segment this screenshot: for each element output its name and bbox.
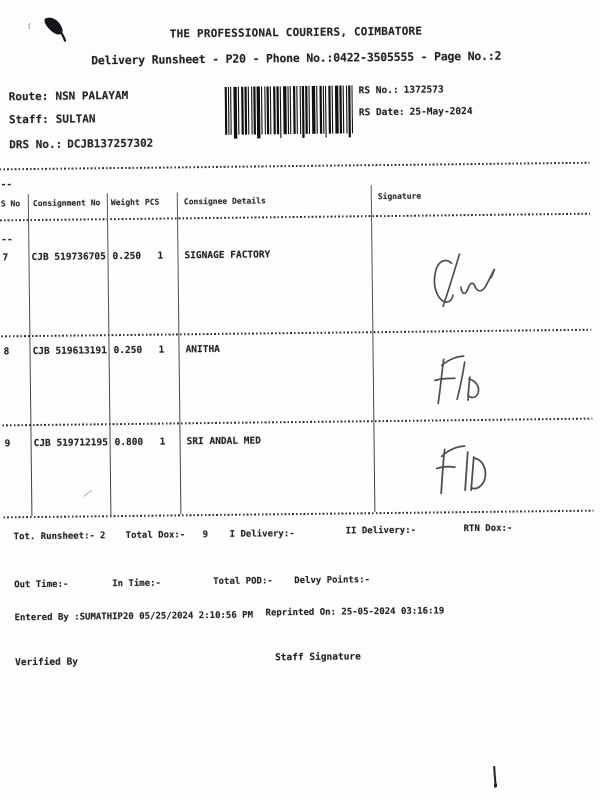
rs-date-label: RS Date:: [358, 106, 405, 119]
column-line-2: [107, 193, 112, 515]
row-s-no: 9: [4, 438, 11, 450]
dashed-divider-top: [0, 162, 589, 171]
row-consignment: CJB 519736705: [31, 251, 106, 264]
table-bottom-divider: [3, 510, 593, 519]
drs-value: DCJB137257302: [67, 136, 154, 151]
page-title: THE PROFESSIONAL COURIERS, COIMBATORE: [169, 24, 423, 41]
rs-no-value: 1372573: [403, 84, 444, 96]
dash-mark-2: --: [1, 234, 13, 246]
row-weight: 0.250: [112, 250, 142, 263]
route-value: NSN PALAYAM: [55, 88, 129, 103]
page-subtitle: Delivery Runsheet - P20 - Phone No.:0422-3505555 - Page No.:2: [91, 48, 502, 68]
row-s-no: 7: [2, 252, 9, 264]
barcode-image: [225, 85, 354, 138]
row-pcs: 1: [157, 250, 164, 262]
rtn-dox-label: RTN Dox:-: [463, 523, 513, 535]
total-dox-value: 9: [202, 530, 209, 541]
drs-label: DRS No.:: [9, 137, 63, 152]
drs-field: [9, 138, 153, 152]
tot-runsheet-label: Tot. Runsheet:-: [13, 531, 95, 543]
rs-no-label: RS No.:: [358, 84, 399, 97]
signature-row-8: [435, 356, 479, 403]
entered-by-text: Entered By :SUMATHIP20 05/25/2024 2:10:56 PM: [14, 610, 254, 624]
i-delivery-label: I Delivery:-: [229, 529, 295, 540]
row-consignee: SRI ANDAL MED: [186, 435, 261, 448]
row-consignment: CJB 519613191: [32, 345, 107, 358]
staff-field: [9, 113, 96, 127]
row-weight: 0.800: [114, 436, 144, 449]
signature-row-9: [437, 446, 486, 494]
row-s-no: 8: [3, 346, 10, 358]
route-label: Route:: [8, 89, 49, 104]
row-divider-2: [2, 418, 592, 427]
col-header-signature: Signature: [377, 191, 422, 202]
row-pcs: 1: [159, 436, 166, 448]
reprinted-on-text: Reprinted On: 25-05-2024 03:16:19: [265, 606, 445, 619]
verified-by-label: Verified By: [15, 656, 79, 669]
tot-runsheet-value: 2: [99, 531, 106, 542]
out-time-label: Out Time:-: [14, 579, 69, 591]
ii-delivery-label: II Delivery:-: [345, 525, 417, 537]
staff-signature-label: Staff Signature: [274, 651, 361, 664]
route-field: [9, 90, 129, 104]
barcode: [225, 85, 354, 143]
rs-date-value: 25-May-2024: [409, 106, 473, 118]
staff-value: SULTAN: [55, 112, 96, 126]
tot-runsheet-field: [14, 531, 106, 542]
pencil-smudge: [84, 490, 92, 496]
row-weight: 0.250: [113, 344, 143, 357]
row-pcs: 1: [158, 344, 165, 356]
ink-mark-bottom: [494, 767, 497, 788]
col-header-consignment: Consignment No: [32, 198, 101, 209]
row-consignee: SIGNAGE FACTORY: [184, 249, 271, 262]
col-header-weight: Weight: [110, 197, 140, 208]
col-header-consignee: Consignee Details: [183, 196, 266, 207]
row-divider-1: [1, 329, 591, 338]
in-time-label: In Time:-: [112, 578, 162, 590]
column-line-4: [371, 185, 376, 512]
total-pod-label: Total POD:-: [213, 576, 273, 587]
col-header-pcs: PCS: [144, 197, 160, 207]
dash-mark-1: --: [0, 179, 13, 191]
col-header-s-no: S No: [0, 199, 21, 209]
delvy-points-label: Delvy Points:-: [294, 575, 371, 587]
staff-label: Staff:: [8, 112, 49, 127]
column-line-3: [177, 192, 182, 514]
row-consignee: ANITHA: [185, 343, 220, 356]
rs-no-field: [359, 85, 444, 97]
dashed-divider-header: [0, 213, 590, 222]
total-dox-label: Total Dox:-: [125, 530, 186, 541]
row-consignment: CJB 519712195: [33, 437, 109, 450]
rs-date-field: [359, 107, 473, 119]
signature-row-7: [434, 254, 495, 307]
